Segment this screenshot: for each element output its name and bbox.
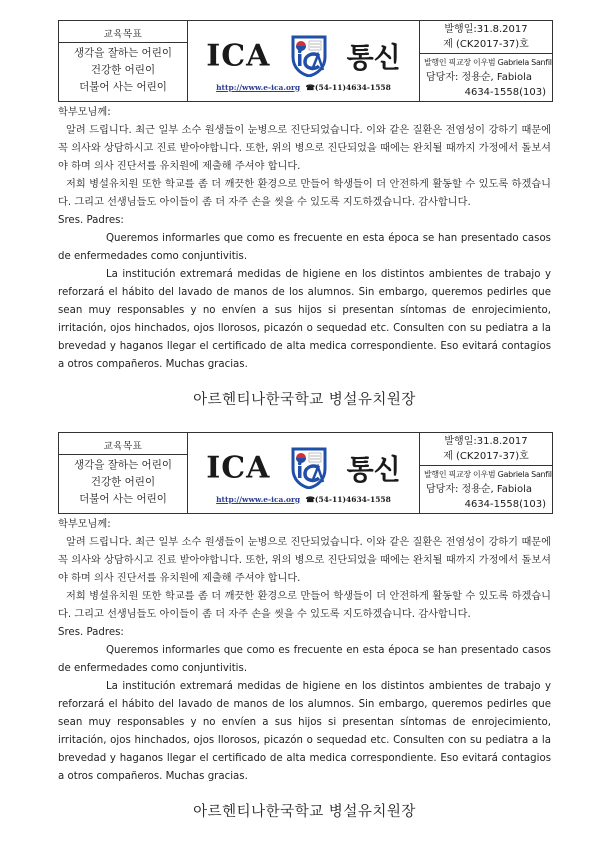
greeting-spanish: Sres. Padres: [58,627,124,638]
issue-info [420,433,552,466]
ica-school-logo-icon [290,447,328,489]
brand-title [188,447,419,489]
signature: 아르헨티나한국학교 병설유치원장 [193,392,416,408]
issue-date: 발행일:31.8.2017 [444,436,528,447]
education-goals-title: 교육목표 [59,27,187,43]
goal-line: 더불어 사는 어린이 [79,80,167,93]
staff-info [420,54,552,101]
goal-line: 더불어 사는 어린이 [79,492,167,505]
paragraph-korean: 저희 병설유치원 또한 학교를 좀 더 깨끗한 환경으로 만들어 학생들이 더 안전하게 활동할 수 있도록 하겠습니다. 그리고 선생님들도 아이들이 좀 더 자주 손을 씻을 수 있도록 지도하겠습니다. 감사합니다. [58,591,551,620]
brand-tongsin: 통신 [346,40,401,74]
publisher: 발행인 픽교장 이우범 Gabriela Sanfil [424,58,552,67]
goal-line: 생각을 잘하는 어린이 [74,46,172,59]
education-goals-list [59,43,187,96]
newsletter-header [58,20,553,102]
greeting-korean: 학부모님께: [58,107,111,118]
ica-school-logo-icon [290,35,328,77]
paragraph-spanish: Queremos informarles que como es frecuente en esta época se han presentado casos de enfermedades como conjuntivitis. [58,645,551,674]
paragraph-spanish: La institución extremará medidas de higiene en los distintos ambientes de trabajo y reforzará el hábito del lavado de manos de los alumnos. Sin embargo, queremos pedirles que sean muy responsables y no envíen a sus hijos si presentan síntomas de enrojecimiento, irritación, ojos hinchados, ojos llorosos, picazón o sequedad etc. Consulten con su pediatra a la brevedad y haganos llegar el certificado de alta medica correspondiente. Eso evitará contagios a otros compañeros. Muchas gracias. [58,269,551,370]
education-goals-list [59,455,187,508]
manager: 담당자: 정용순, Fabiola [426,484,532,495]
signature: 아르헨티나한국학교 병설유치원장 [193,804,416,820]
goal-line: 생각을 잘하는 어린이 [74,458,172,471]
phone-number: ☎(54-11)4634-1558 [305,82,391,92]
brand-cell [188,433,420,514]
goal-line: 건강한 어린이 [90,63,156,76]
education-goals-cell [59,433,188,514]
education-goals-title: 교육목표 [59,439,187,455]
greeting-korean: 학부모님께: [58,519,111,530]
manager-extension: 4634-1558(103) [464,87,546,98]
paragraph-korean: 알려 드립니다. 최근 일부 소수 원생들이 눈병으로 진단되었습니다. 이와 같은 질환은 전염성이 강하기 때문에 꼭 의사와 상담하시고 진료 받아야합니다. 또한, 위의 병으로 진단되었을 때에는 완치될 때까지 가정에서 돌보셔야 하며 의사 진단서를 유치원에 제출해 주셔야 합니다. [58,125,551,172]
newsletter-header [58,432,553,514]
paragraph-korean: 저희 병설유치원 또한 학교를 좀 더 깨끗한 환경으로 만들어 학생들이 더 안전하게 활동할 수 있도록 하겠습니다. 그리고 선생님들도 아이들이 좀 더 자주 손을 씻을 수 있도록 지도하겠습니다. 감사합니다. [58,179,551,208]
issue-date: 발행일:31.8.2017 [444,24,528,35]
staff-info [420,466,552,513]
website-link[interactable]: http://www.e-ica.org [216,82,301,92]
brand-tongsin: 통신 [346,452,401,486]
issue-number: 제 (CK2017-37)호 [443,451,529,462]
manager-extension: 4634-1558(103) [464,499,546,510]
greeting-spanish: Sres. Padres: [58,215,124,226]
brand-cell [188,21,420,102]
issue-number: 제 (CK2017-37)호 [443,39,529,50]
notice-body [58,516,551,821]
contact-line [188,83,419,92]
website-link[interactable]: http://www.e-ica.org [216,494,301,504]
brand-ica: ICA [206,38,271,73]
notice-top [58,20,551,409]
brand-ica: ICA [206,450,271,485]
issue-info [420,21,552,54]
paragraph-korean: 알려 드립니다. 최근 일부 소수 원생들이 눈병으로 진단되었습니다. 이와 같은 질환은 전염성이 강하기 때문에 꼭 의사와 상담하시고 진료 받아야합니다. 또한, 위의 병으로 진단되었을 때에는 완치될 때까지 가정에서 돌보셔야 하며 의사 진단서를 유치원에 제출해 주셔야 합니다. [58,537,551,584]
phone-number: ☎(54-11)4634-1558 [305,494,391,504]
brand-title [188,35,419,77]
publisher: 발행인 픽교장 이우범 Gabriela Sanfil [424,470,552,479]
publication-info-cell [420,21,553,102]
paragraph-spanish: Queremos informarles que como es frecuente en esta época se han presentado casos de enfermedades como conjuntivitis. [58,233,551,262]
education-goals-cell [59,21,188,102]
manager: 담당자: 정용순, Fabiola [426,72,532,83]
goal-line: 건강한 어린이 [90,475,156,488]
notice-bottom [58,432,551,821]
contact-line [188,495,419,504]
notice-body [58,104,551,409]
publication-info-cell [420,433,553,514]
paragraph-spanish: La institución extremará medidas de higiene en los distintos ambientes de trabajo y reforzará el hábito del lavado de manos de los alumnos. Sin embargo, queremos pedirles que sean muy responsables y no envíen a sus hijos si presentan síntomas de enrojecimiento, irritación, ojos hinchados, ojos llorosos, picazón o sequedad etc. Consulten con su pediatra a la brevedad y haganos llegar el certificado de alta medica correspondiente. Eso evitará contagios a otros compañeros. Muchas gracias. [58,681,551,782]
